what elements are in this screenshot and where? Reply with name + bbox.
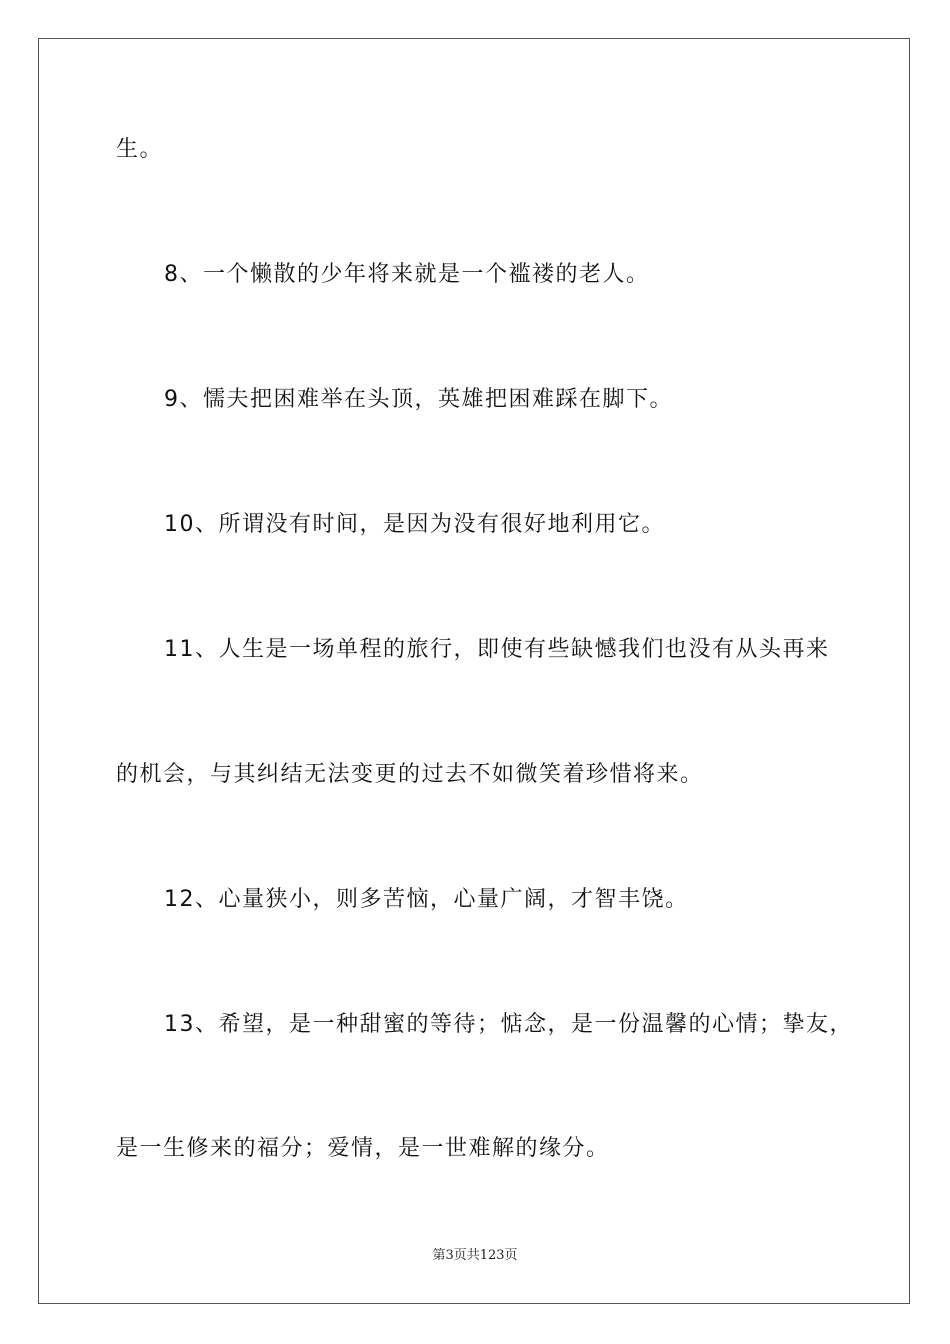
page-total: 共123页 xyxy=(466,1248,518,1263)
text-line-item-11: 11、人生是一场单程的旅行，即使有些缺憾我们也没有从头再来 xyxy=(164,637,830,662)
page-footer xyxy=(0,1246,950,1266)
text-line-item-13-cont: 是一生修来的福分；爱情，是一世难解的缘分。 xyxy=(116,1136,610,1161)
page-border xyxy=(38,38,910,1304)
text-line-item-13: 13、希望，是一种甜蜜的等待；惦念，是一份温馨的心情；挚友， xyxy=(164,1012,853,1037)
text-line-item-11-cont: 的机会，与其纠结无法变更的过去不如微笑着珍惜将来。 xyxy=(116,762,704,787)
text-line-item-8: 8、一个懒散的少年将来就是一个褴褛的老人。 xyxy=(164,262,650,287)
text-line-item-12: 12、心量狭小，则多苦恼，心量广阔，才智丰饶。 xyxy=(164,887,689,912)
page-number: 第3页 xyxy=(432,1248,467,1263)
text-line-continuation: 生。 xyxy=(116,137,164,162)
text-line-item-9: 9、懦夫把困难举在头顶，英雄把困难踩在脚下。 xyxy=(164,387,673,412)
text-line-item-10: 10、所谓没有时间，是因为没有很好地利用它。 xyxy=(164,512,665,537)
